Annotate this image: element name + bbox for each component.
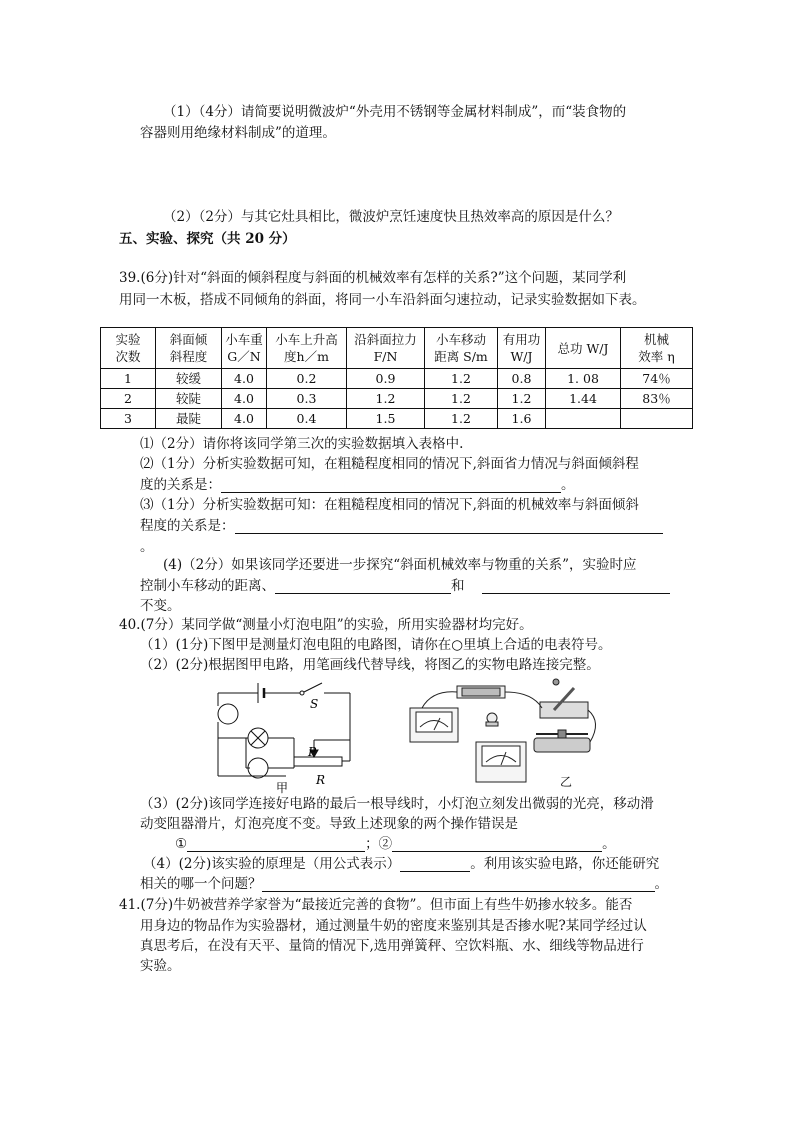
rheostat-device bbox=[534, 738, 590, 752]
answer-line-q40-4b[interactable] bbox=[262, 877, 655, 892]
answer-line-q40-4a[interactable] bbox=[400, 857, 470, 872]
table-row: 2 较陡 4.0 0.3 1.2 1.2 1.2 1.44 83％ bbox=[101, 389, 693, 409]
switch-lever bbox=[304, 683, 322, 692]
q41-line2: 用身边的物品作为实验器材，通过测量牛奶的密度来鉴别其是否掺水呢?某同学经过认 bbox=[140, 918, 647, 934]
label-R: R bbox=[316, 773, 326, 787]
q40-sub4-line2: 相关的哪一个问题？ 。 bbox=[140, 876, 668, 892]
header-cell: 总功 W/J bbox=[546, 328, 621, 369]
header-cell: 小车重 G／N bbox=[222, 328, 267, 369]
q-prev-part1-line1: （1）（4分）请简要说明微波炉“外壳用不锈钢等金属材料制成”，而“装食物的 bbox=[163, 104, 627, 120]
q41-line1: 41.(7分)牛奶被营养学家誉为“最接近完善的食物”。但市面上有些牛奶掺水较多。能否 bbox=[119, 897, 633, 913]
experiment-data-table bbox=[100, 327, 693, 429]
q39-sub2-line2: 度的关系是： 。 bbox=[140, 477, 575, 493]
rheostat-symbol bbox=[294, 757, 342, 766]
table-row: 3 最陡 4.0 0.4 1.5 1.2 1.6 bbox=[101, 409, 693, 429]
header-cell: 机械 效率 η bbox=[621, 328, 693, 369]
header-cell: 小车上升高 度h／m bbox=[267, 328, 347, 369]
switch-pivot bbox=[300, 691, 304, 695]
q41-line3: 真思考后，在没有天平、量筒的情况下,选用弹簧秤、空饮料瓶、水、细线等物品进行 bbox=[140, 938, 644, 954]
switch-board bbox=[540, 702, 588, 718]
q40-sub1: （1）(1分)下图甲是测量灯泡电阻的电路图，请你在○里填上合适的电表符号。 bbox=[140, 637, 612, 653]
label-P: P bbox=[308, 745, 317, 759]
answer-line-q40-3b[interactable] bbox=[392, 837, 602, 852]
q40-line1: 40.(7分）某同学做“测量小灯泡电阻”的实验，所用实验器材均完好。 bbox=[119, 617, 533, 633]
q40-sub4-line1: （4）(2分)该实验的原理是（用公式表示） 。利用该实验电路，你还能研究 bbox=[143, 856, 660, 872]
q40-sub3-line1: （3）(2分)该同学连接好电路的最后一根导线时，小灯泡立刻发出微弱的光亮，移动滑 bbox=[140, 796, 654, 812]
q39-sub4-line3: 不变。 bbox=[140, 598, 181, 614]
q39-sub4-line1: (4)（2分）如果该同学还要进一步探究“斜面机械效率与物重的关系”，实验时应 bbox=[163, 557, 637, 573]
header-cell: 沿斜面拉力 F/N bbox=[347, 328, 425, 369]
q39-sub1: ⑴（2分）请你将该同学第三次的实验数据填入表格中. bbox=[140, 436, 464, 452]
q-prev-part2: （2）（2分）与其它灶具相比，微波炉烹饪速度快且热效率高的原因是什么？ bbox=[163, 209, 619, 225]
answer-line-q39-4b[interactable] bbox=[482, 579, 670, 594]
q39-line1: 39.(6分)针对“斜面的倾斜程度与斜面的机械效率有怎样的关系?”这个问题，某同学利 bbox=[119, 270, 627, 286]
table-row: 1 较缓 4.0 0.2 0.9 1.2 0.8 1. 08 74％ bbox=[101, 369, 693, 389]
answer-blank-total-work[interactable] bbox=[546, 409, 621, 429]
q39-sub3-line1: ⑶（1分）分析实验数据可知：在粗糙程度相同的情况下,斜面的机械效率与斜面倾斜 bbox=[140, 497, 639, 513]
q39-sub3-line2: 程度的关系是： bbox=[140, 514, 663, 534]
q41-line4: 实验。 bbox=[140, 958, 181, 974]
meter-circle-left bbox=[218, 704, 238, 724]
label-yi: 乙 bbox=[560, 775, 573, 789]
section-title: 五、实验、探究（共 20 分） bbox=[119, 231, 296, 247]
label-S: S bbox=[310, 697, 319, 711]
q39-line2: 用同一木板，搭成不同倾角的斜面，将同一小车沿斜面匀速拉动，记录实验数据如下表。 bbox=[119, 292, 646, 308]
answer-blank-efficiency[interactable] bbox=[621, 409, 693, 429]
circuit-diagram-jia bbox=[210, 680, 370, 795]
q39-sub2-line1: ⑵（1分）分析实验数据可知，在粗糙程度相同的情况下,斜面省力情况与斜面倾斜程 bbox=[140, 456, 639, 472]
label-jia: 甲 bbox=[276, 781, 289, 795]
q39-sub3-line3: 。 bbox=[140, 539, 154, 555]
answer-line-q39-2[interactable] bbox=[221, 478, 561, 493]
header-cell: 小车移动 距离 S/m bbox=[425, 328, 498, 369]
apparatus-figure-yi bbox=[402, 672, 612, 790]
answer-line-q40-3a[interactable] bbox=[187, 837, 365, 852]
header-cell: 实验 次数 bbox=[101, 328, 156, 369]
answer-line-q39-4a[interactable] bbox=[275, 579, 451, 594]
meter-circle-bottom bbox=[248, 758, 268, 778]
table-header-row bbox=[101, 328, 693, 369]
q40-sub3-line3: ① ；② 。 bbox=[175, 836, 616, 852]
header-cell: 斜面倾 斜程度 bbox=[156, 328, 222, 369]
answer-line-q39-3[interactable] bbox=[235, 519, 663, 534]
q-prev-part1-line2: 容器则用绝缘材料制成”的道理。 bbox=[140, 125, 336, 141]
q39-sub4-line2: 控制小车移动的距离、 和 bbox=[140, 574, 670, 594]
q40-sub2: （2）(2分)根据图甲电路，用笔画线代替导线，将图乙的实物电路连接完整。 bbox=[140, 657, 600, 673]
header-cell: 有用功 W/J bbox=[498, 328, 546, 369]
q40-sub3-line2: 动变阻器滑片，灯泡亮度不变。导致上述现象的两个操作错误是 bbox=[140, 816, 518, 832]
